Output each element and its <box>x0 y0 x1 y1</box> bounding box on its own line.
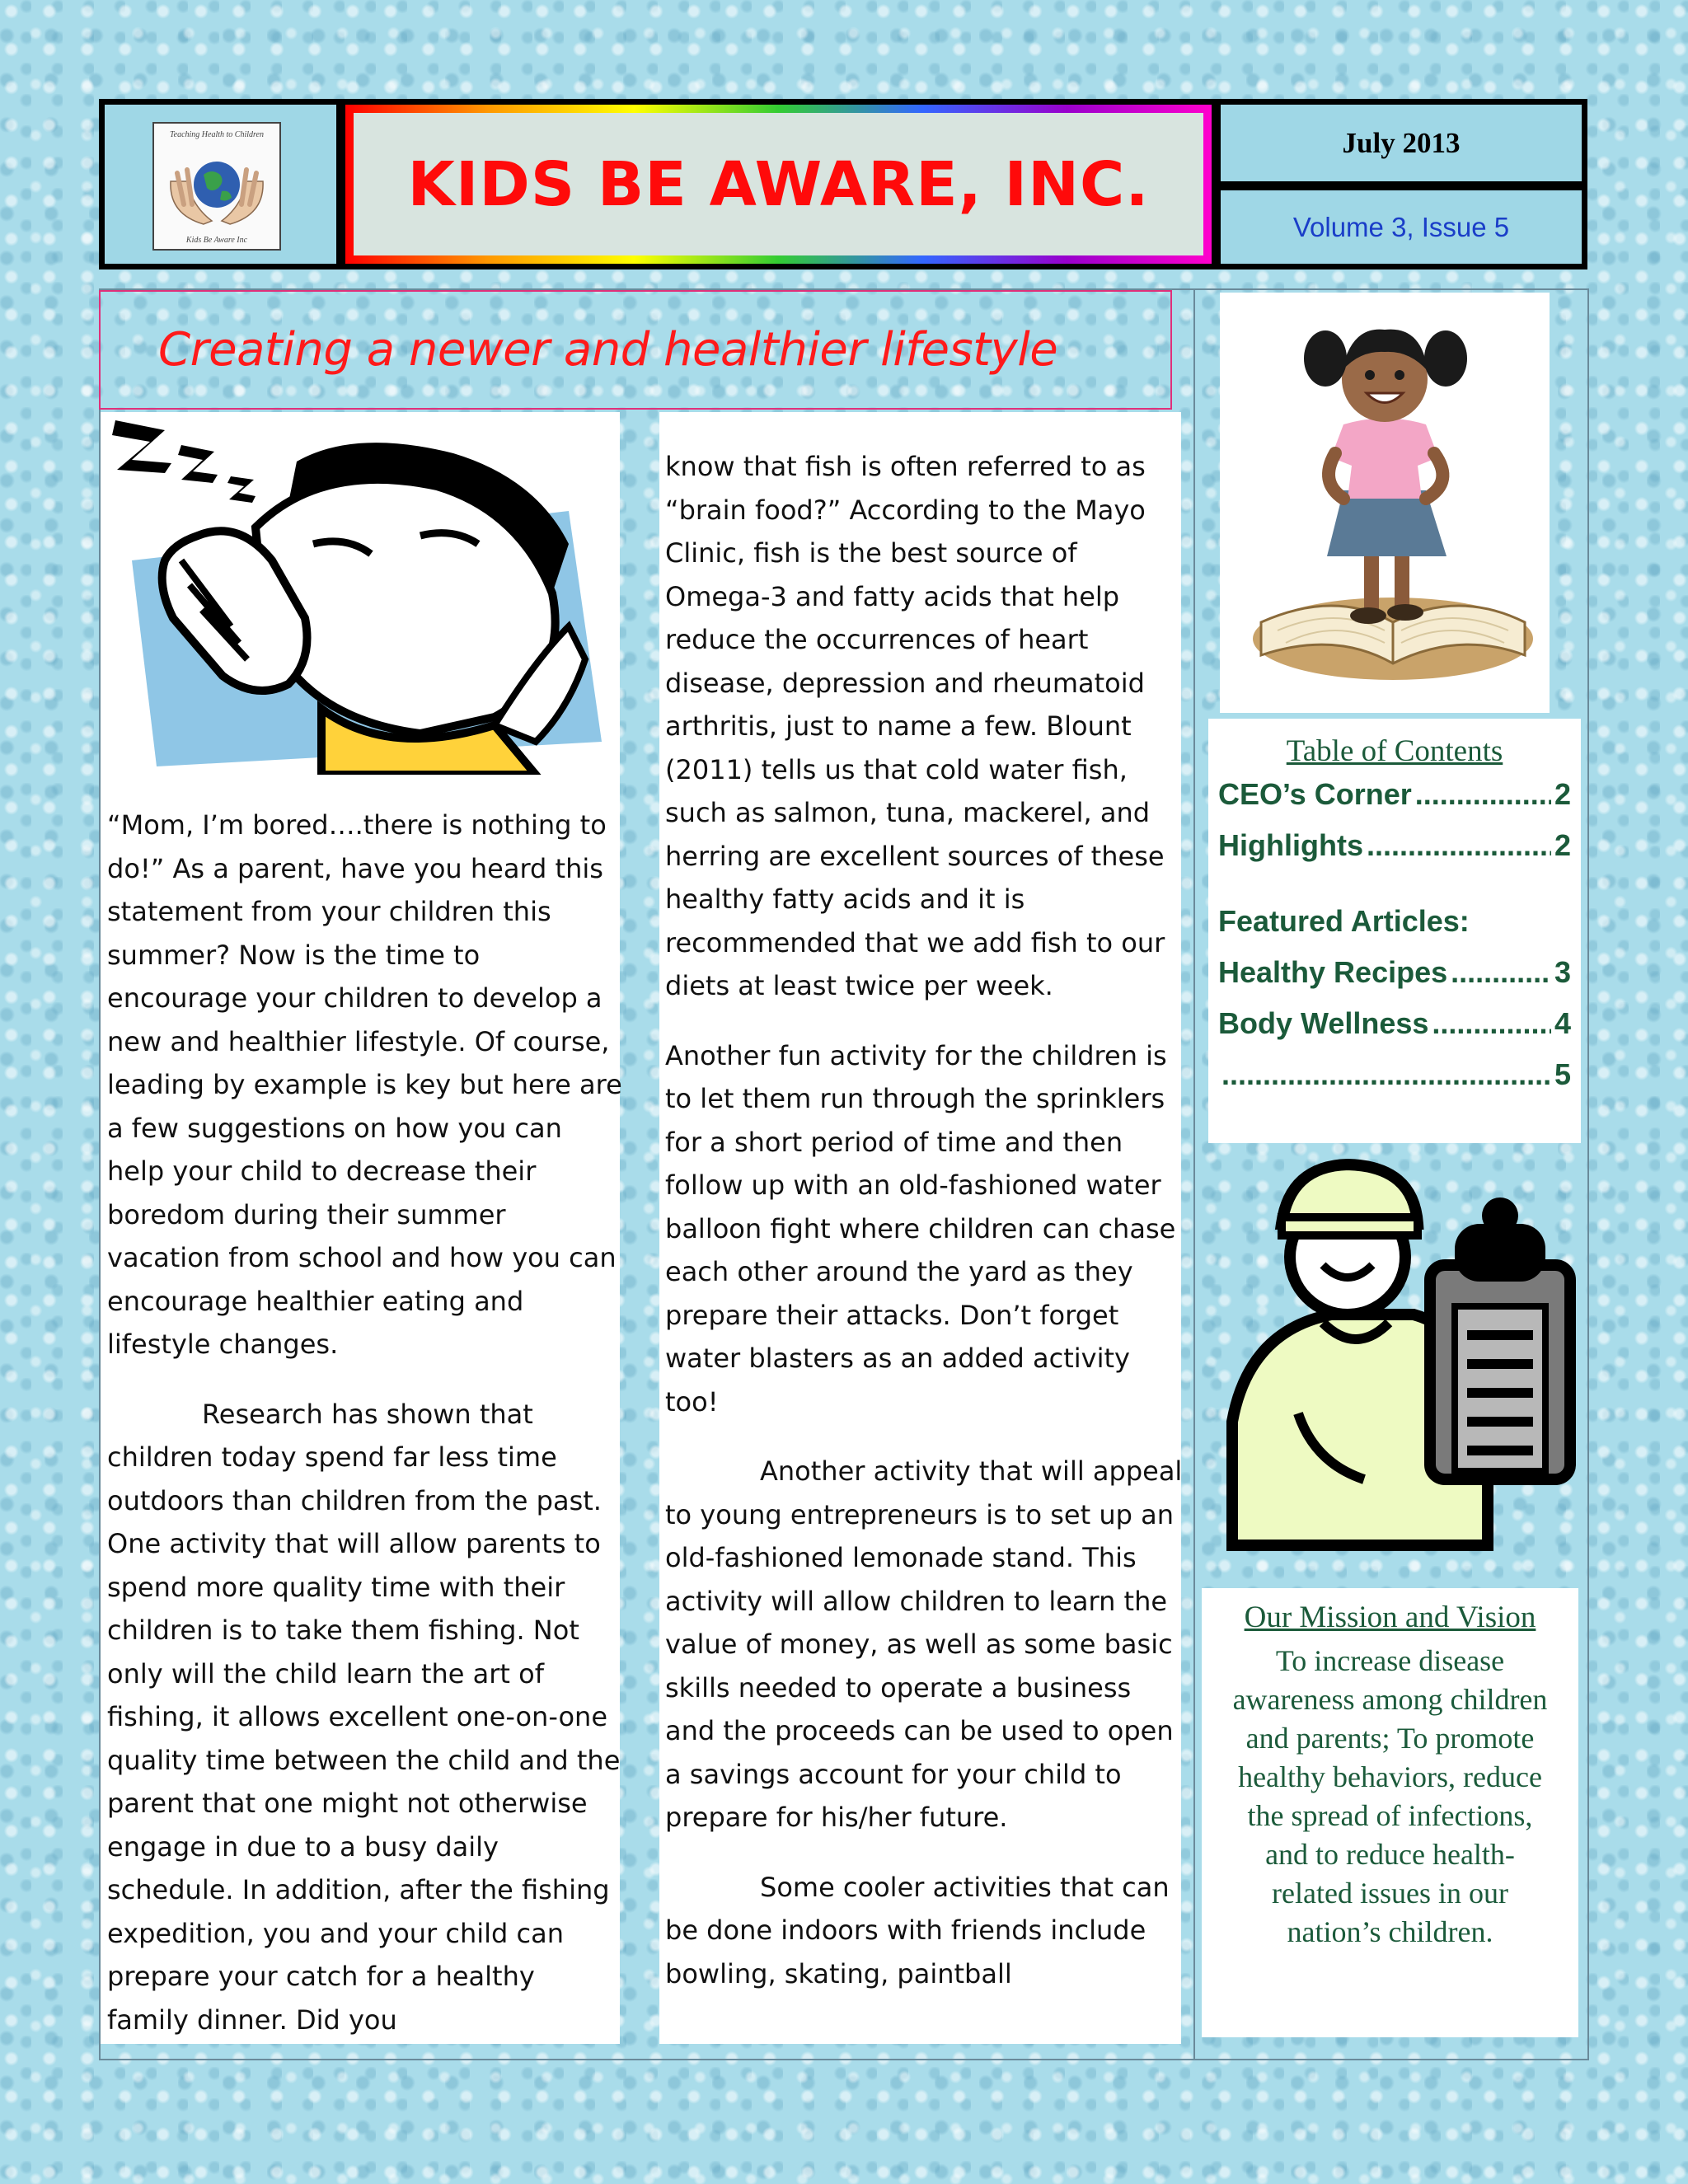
toc-leader-dots <box>1415 777 1551 812</box>
toc-item-label: Highlights <box>1218 828 1363 862</box>
middle-column-text <box>665 445 1184 2022</box>
toc-leader-dots <box>1221 1057 1551 1092</box>
paragraph: Some cooler activities that can be done indoors with friends include bowling, skating, paintball <box>665 1871 1170 1990</box>
toc-leader-dots <box>1367 828 1551 863</box>
mission-line: healthy behaviors, reduce <box>1238 1760 1542 1793</box>
toc-item-healthy-recipes[interactable] <box>1218 947 1571 998</box>
mission-line: and parents; To promote <box>1245 1722 1535 1755</box>
paragraph: Another fun activity for the children is to let them run through the sprinklers for a short period of time and then follow up with an old-fashioned water balloon fight where children can chase each other around the yard as they prepare their attacks. Don’t forget water blasters as an added activity too! <box>665 1039 1176 1418</box>
mission-text <box>1213 1642 1567 1952</box>
toc-item-label: Body Wellness <box>1218 1006 1429 1040</box>
nurse-clipboard-clipart <box>1199 1150 1578 1578</box>
toc-item-page: 4 <box>1554 1006 1571 1040</box>
toc-item-page: 2 <box>1554 777 1571 811</box>
masthead <box>340 99 1217 269</box>
toc-item-page: 5 <box>1554 1057 1571 1091</box>
mission-vision-box <box>1202 1588 1578 2037</box>
org-logo <box>152 122 281 251</box>
toc-leader-dots <box>1451 955 1551 990</box>
table-of-contents <box>1208 719 1581 1143</box>
issue-date: July 2013 <box>1342 126 1461 159</box>
toc-item-untitled[interactable] <box>1218 1049 1571 1100</box>
left-column-text <box>107 804 622 2068</box>
org-name: KIDS BE AWARE, INC. <box>407 148 1150 220</box>
date-cell <box>1215 99 1587 187</box>
mission-line: To increase disease <box>1275 1644 1505 1677</box>
paragraph: Research has shown that children today spend far less time outdoors than children from the past. One activity that will allow parents to spend more quality time with their children is to take them fishing. Not only will the child learn the art of fishing, it allows excellent one-on-one quality time between the child and the parent that one might not otherwise engage in due to a busy daily schedule. In addition, after the fishing expedition, you and your child can prepare your catch for a healthy family dinner. Did you <box>107 1398 621 2036</box>
mission-line: nation’s children. <box>1287 1915 1493 1948</box>
article-headline: Creating a newer and healthier lifestyle <box>158 323 1058 377</box>
girl-reading-icon <box>1220 293 1550 713</box>
featured-articles-heading: Featured Articles: <box>1218 904 1470 938</box>
headline-box <box>99 290 1172 410</box>
toc-item-highlights[interactable] <box>1218 820 1571 871</box>
masthead-inner <box>354 113 1203 255</box>
mission-line: the spread of infections, <box>1247 1799 1533 1832</box>
volume-issue: Volume 3, Issue 5 <box>1292 211 1510 242</box>
mission-line: awareness among children <box>1232 1683 1548 1716</box>
hands-globe-icon <box>154 124 279 249</box>
nurse-icon <box>1199 1150 1578 1578</box>
toc-item-page: 3 <box>1554 955 1571 989</box>
logo-top-text: Teaching Health to Children <box>170 130 264 139</box>
mission-title: Our Mission and Vision <box>1244 1601 1536 1634</box>
toc-item-body-wellness[interactable] <box>1218 998 1571 1049</box>
bored-yawn-clipart <box>107 412 614 775</box>
sidebar-divider <box>1193 288 1195 2060</box>
toc-item-page: 2 <box>1554 828 1571 862</box>
toc-item-label: CEO’s Corner <box>1218 777 1412 811</box>
toc-leader-dots <box>1432 1006 1551 1041</box>
mission-line: related issues in our <box>1272 1877 1508 1910</box>
toc-title: Table of Contents <box>1286 734 1503 768</box>
volume-cell <box>1215 185 1587 269</box>
paragraph: know that fish is often referred to as “brain food?” According to the Mayo Clinic, fish is the best source of Omega-3 and fatty acids that help reduce the occurrences of heart disease, depression and rheumatoid arthritis, just to name a few. Blount (2011) tells us that cold water fish, such as salmon, tuna, mackerel, and herring are excellent sources of these healthy fatty acids and it is recommended that we add fish to our diets at least twice per week. <box>665 451 1165 1001</box>
paragraph: Another activity that will appeal to young entrepreneurs is to set up an old-fashioned lemonade stand. This activity will allow children to learn the value of money, as well as some basic skills needed to operate a business and the proceeds can be used to open a savings account for your child to prepare for his/her future. <box>665 1455 1183 1833</box>
mission-line: and to reduce health- <box>1265 1838 1515 1871</box>
paragraph: “Mom, I’m bored….there is nothing to do!” As a parent, have you heard this statement from your children this summer? Now is the time to encourage your children to develop a new and healthier lifestyle. Of course, leading by example is key but here are a few suggestions on how you can help your child to decrease their boredom during their summer vacation from school and how you can encourage healthier eating and lifestyle changes. <box>107 809 622 1360</box>
girl-on-book-clipart <box>1220 293 1550 713</box>
toc-item-ceos-corner[interactable] <box>1218 769 1571 820</box>
toc-item-label: Healthy Recipes <box>1218 955 1448 989</box>
logo-bottom-text: Kids Be Aware Inc <box>185 236 248 245</box>
yawn-icon <box>107 412 614 775</box>
